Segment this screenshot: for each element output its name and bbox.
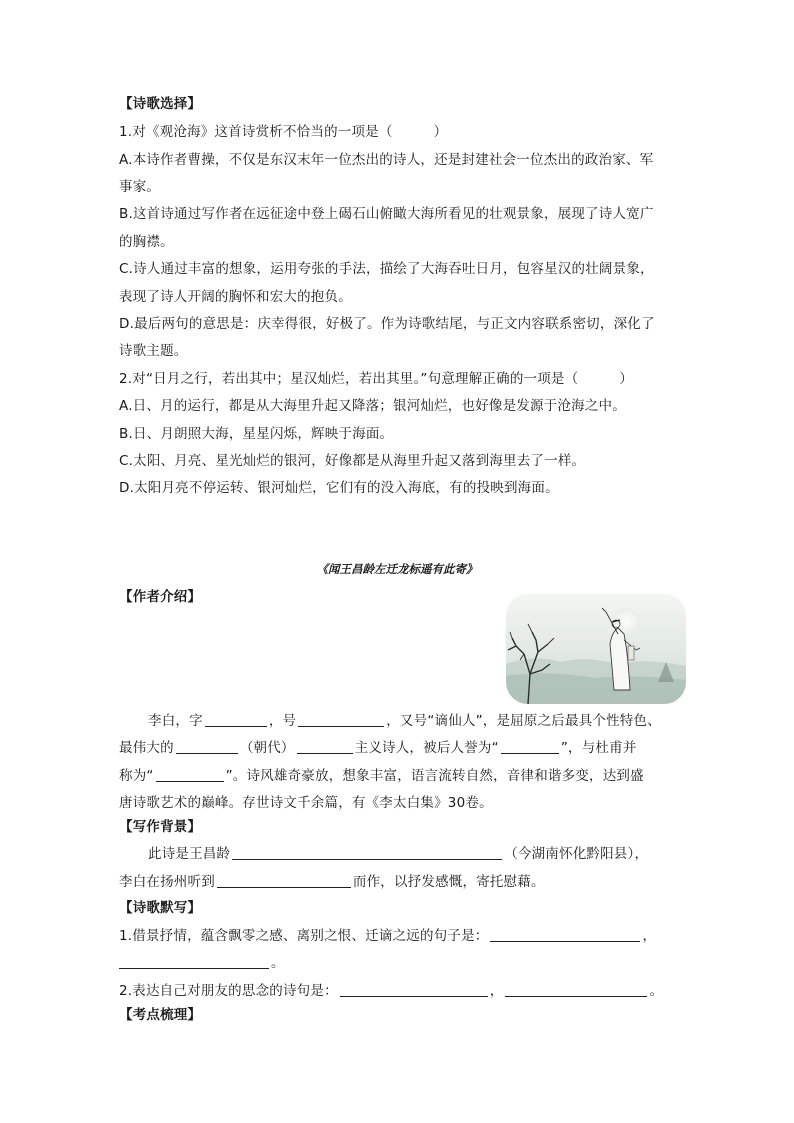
- q2-option-c: C.太阳、月亮、星光灿烂的银河，好像都是从海里升起又落到海里去了一样。: [119, 453, 586, 469]
- section-heading-background: 【写作背景】: [119, 819, 202, 835]
- q2-option-b: B.日、月朗照大海，星星闪烁，辉映于海面。: [119, 426, 394, 442]
- section-heading-recite: 【诗歌默写】: [119, 900, 202, 916]
- author-line-3: [119, 767, 644, 785]
- q1-option-c-line2: 表现了诗人开阔的胸怀和宏大的抱负。: [119, 289, 352, 305]
- author-text-name: 李白，字: [148, 713, 203, 729]
- author-text-style: ”。诗风雄奇豪放，想象丰富，语言流转自然，音律和谐多变，达到盛: [225, 768, 644, 784]
- q1-option-a-line2: 事家。: [119, 179, 161, 195]
- section-heading-author: 【作者介绍】: [119, 589, 202, 605]
- blank-art-name[interactable]: [298, 712, 384, 727]
- poem-title: 《闻王昌龄左迁龙标遥有此寄》: [316, 562, 478, 576]
- background-text-2: 李白在扬州听到: [119, 874, 215, 890]
- q1-option-d-line2: 诗歌主题。: [119, 343, 188, 359]
- blank-courtesy-name[interactable]: [205, 712, 267, 727]
- author-text-greatest: 最伟大的: [119, 740, 174, 756]
- author-text-dynasty: （朝代）: [239, 740, 295, 756]
- q1-option-c-line1: C.诗人通过丰富的想象，运用夸张的手法，描绘了大海吞吐日月，包容星汉的壮阔景象，: [119, 261, 654, 277]
- background-text-1: 此诗是王昌龄: [148, 846, 231, 862]
- blank-dynasty[interactable]: [176, 739, 238, 754]
- recite-q2-text: 2.表达自己对朋友的思念的诗句是：: [119, 983, 338, 999]
- recite-question-1-line2: [119, 954, 285, 972]
- author-line-2: [119, 739, 637, 757]
- q2-option-d: D.太阳月亮不停运转、银河灿烂，它们有的没入海底，有的投映到海面。: [119, 480, 559, 496]
- blank-heard-news[interactable]: [217, 873, 351, 888]
- author-text-honored: 主义诗人，被后人誉为“: [354, 740, 499, 756]
- blank-recite-2b[interactable]: [505, 982, 647, 997]
- section-heading-poetry-choice: 【诗歌选择】: [119, 96, 202, 112]
- q1-option-d-line1: D.最后两句的意思是：庆幸得很，好极了。作为诗歌结尾，与正文内容联系密切，深化了: [119, 316, 655, 332]
- q2-option-a: A.日、月的运行，都是从大海里升起又降落；银河灿烂，也好像是发源于沧海之中。: [119, 398, 626, 414]
- blank-wang-changling-event[interactable]: [232, 845, 502, 860]
- poet-ink-painting: [506, 594, 686, 704]
- q1-option-b-line1: B.这首诗通过写作者在远征途中登上碣石山俯瞰大海所看见的壮观景象，展现了诗人宽广: [119, 206, 654, 222]
- author-text-dufu: ”，与杜甫并: [560, 740, 637, 756]
- recite-q1-comma: ，: [642, 928, 657, 944]
- q1-option-a-line1: A.本诗作者曹操，不仅是东汉末年一位杰出的诗人，还是封建社会一位杰出的政治家、军: [119, 152, 654, 168]
- section-heading-exam-points: 【考点梳理】: [119, 1007, 202, 1023]
- recite-q1-period: 。: [271, 955, 285, 971]
- recite-q2-comma: ，: [489, 983, 504, 999]
- blank-recite-2a[interactable]: [340, 982, 488, 997]
- recite-question-1: [119, 927, 656, 945]
- recite-q2-period: 。: [649, 983, 664, 999]
- blank-title-honor[interactable]: [501, 739, 559, 754]
- question-2: 2.对“日月之行，若出其中；星汉灿烂，若出其里。”句意理解正确的一项是（ ）: [119, 371, 634, 387]
- recite-q1-text: 1.借景抒情，蕴含飘零之感、离别之恨、迁谪之远的句子是：: [119, 928, 489, 944]
- background-line-2: [119, 873, 545, 891]
- author-line-4: 唐诗歌艺术的巅峰。存世诗文千余篇，有《李太白集》30卷。: [119, 795, 493, 811]
- background-text-location: （今湖南怀化黔阳县），: [504, 846, 649, 862]
- author-text-nickname: ，又号“谪仙人”，是屈原之后最具个性特色、: [386, 713, 661, 729]
- author-line-1: [148, 712, 661, 730]
- q1-option-b-line2: 的胸襟。: [119, 234, 174, 250]
- blank-pair-name[interactable]: [156, 767, 224, 782]
- blank-recite-1b[interactable]: [119, 954, 269, 969]
- ink-painting-image: [506, 594, 686, 704]
- blank-recite-1a[interactable]: [490, 927, 640, 942]
- background-text-purpose: 而作，以抒发感慨，寄托慰藉。: [352, 874, 545, 890]
- author-text-hao: ，号: [268, 713, 297, 729]
- author-text-called: 称为“: [119, 768, 154, 784]
- blank-literary-school[interactable]: [297, 739, 353, 754]
- question-1: 1.对《观沧海》这首诗赏析不恰当的一项是（ ）: [119, 124, 448, 140]
- recite-question-2: [119, 982, 663, 1000]
- background-line-1: [148, 845, 648, 863]
